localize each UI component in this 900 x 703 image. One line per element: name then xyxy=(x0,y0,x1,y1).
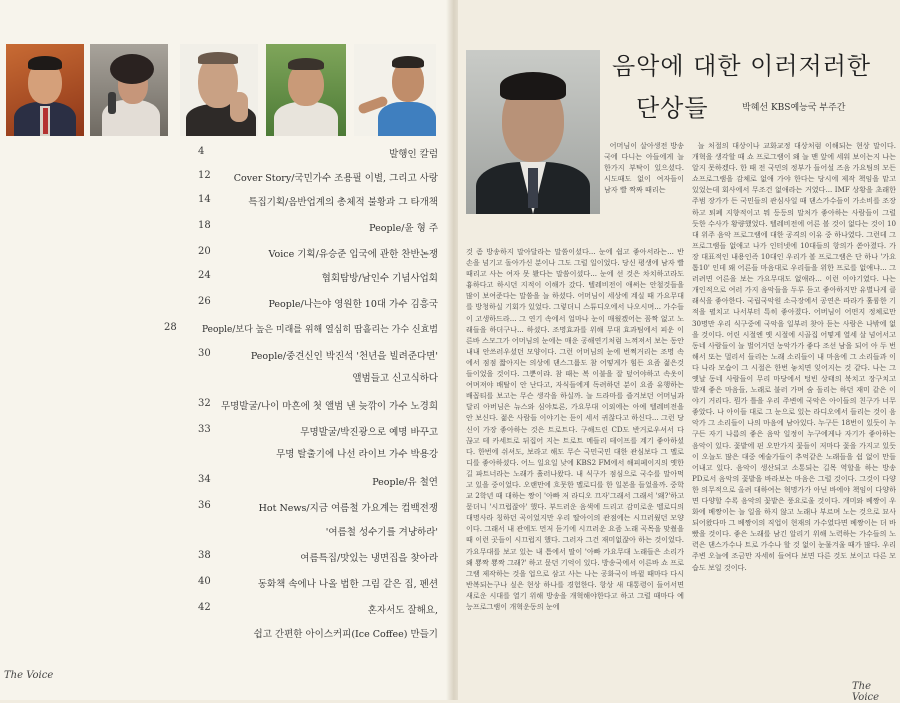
toc-row[interactable]: 20 Voice 기획/유승준 입국에 관한 찬반논쟁 xyxy=(198,246,438,260)
footer-right: The Voice xyxy=(852,681,880,703)
contents-photo-2 xyxy=(90,44,168,136)
toc-row[interactable]: 34 People/유 철연 xyxy=(198,474,438,488)
toc-title: '여름철 성수기를 겨냥하라' xyxy=(325,527,438,538)
article-column-2: 늘 처절의 대상이나 교화교정 대상처럼 이해되는 현상 말이다. 개혁을 생각할 때 쇼 프로그램이 왜 늘 맨 앞에 세워 보이는지 나는 알지 못하겠다. 한 때 전 국민의 정부가 들어설 즈음 가요팀의 모든 쇼프로그램을 감체로 없애 가야 한다는 당시에 제작 책임을 맡고 있었는데 회사에서 무조건 없애라는 거였다... IMF 상황을 초래한 주범 장가가 든 국민들의 관심사일 때 댄스가수들이 가소비를 조장하고 퇴폐 지향적이고 뭐 등등의 말처가 좋아하는 사람들이 그럴 듯한 수사가 황량했었다. 텔레비전에 어른 볼 것이 없다는 것이 10대 위주 음악 프로그램에 대한 공격의 이유 중 하나였다. 그런데 그 프로그램들 없애고 나가 인터넷에 10대들의 항의가 쏟아졌다. 가장 대표적인 내용인즉 10대인 우리가 볼 프로그램은 단 하나 '가요톱10' 인데 왜 어른들 마음대로 우리들을 위한 프로를 없애냐... 그러려면 어른을 보는 가요무대도 없애라... 이런 이야기였다. 나는 개인적으로 여러 가지 음악들을 두루 듣고 좋아하지만 유별나게 클래식을 좋아한다. 국립국악원 소극장에서 공연은 따라가 훌륭한 기적을 펼치고 나서부터 특히 좋아졌다. 어버님이 어떤지 정체로만 30명만 우리 식구중에 국악을 일부러 찾아 듣는 사람은 나밖에 없을 것이다. 어린 시절엔 옛 시절에 시골집 어떻게 열세 살 넘어서고 동네 사람들이 늘 벌어거던 농악가가 좋다 조선 남을 되어 아 두 번 해서 또는 멀리서 들리는 노래 소리들이 내 마음에 그 소리들과 이다 나라 모습이 그 시절은 한번 놓치면 잊어지는 것 같다. 나는 그 옛날 동네 사람들이 무리 마당에서 텅빈 상태의 북치고 장구치고 발재 좋은 마음들, 노래로 불러 가며 숨 돌리는 하던 재미 같은 이야기 거리다. 뭔가 틀을 우리 주변에 국악은 아이들의 친구가 너무 좋았다. 나 아이들 대로 그 눈으로 있는 라디오에서 들리는 것이 음악가 그 소리들이 나의 마음에 남아있다. 누구든 18번이 있듯이 누구든 자기 나름의 좋은 음악 일정이 누구에게나 자기가 좋아하는 음악이 있다. 꽃밭에 핀 오만가지 꽃들이 저마다 꽃을 가지고 있듯이 오늘도 많은 대중 예술가들이 추억같은 노래들을 쉼 없이 만들어내고 있다. 음악이 생산되고 소통되는 길목 역할을 하는 방송 PD로서 음악의 꽃밭을 바라보는 마음은 그럴 것이다. 그것이 다양한 의무적으로 올려 대하여는 혁명가가 아닌 바에야 책임이 다양하면 다양할 수록 음악의 꽃밭은 풍요로울 것이다. 개미와 베짱이 우화에 베짱이는 늘 일을 하지 않고 노래나 부르며 노는 것으로 묘사되어왔다마 그 베짱이의 직업이 현재의 가수였다면 베짱이는 더 바빴을 것이다. 좋은 노래를 남긴 알리기 위해 노력하는 가수들의 노력은 댄스가수나 트로 가수나 할 것 없이 눈물겨울 때가 많다. 우리 주변 오늘에 조금만 자세히 들여다 보면 다른 것도 보이고 다른 모습도 보일 것이다. xyxy=(692,141,896,572)
toc-row[interactable]: 30 People/중견신인 박진석 '천년을 빌려준다면' xyxy=(198,348,438,362)
toc-row[interactable]: 12 Cover Story/국민가수 조용필 이별, 그리고 사랑 xyxy=(198,170,438,184)
article-lead-text: 어머님이 살아생전 방송국에 다니는 아들에게 늘 한가지 부탁이 있으셨다. 시도때도 없이 여자들이 남자 빨 짝짜 때리는 xyxy=(604,141,684,195)
toc-row[interactable]: 26 People/나는야 영원한 10대 가수 김흥국 xyxy=(198,296,438,310)
article-title-line1: 음악에 대한 이러저러한 xyxy=(612,52,872,80)
toc-title: People/중견신인 박진석 '천년을 빌려준다면' xyxy=(250,351,438,362)
toc-row[interactable]: 38 여름특집/맛있는 냉면집을 찾아라 xyxy=(198,550,438,564)
toc-title: 무명발굴/나이 마흔에 첫 앨범 낸 늦깎이 가수 노경희 xyxy=(220,401,438,412)
toc-row[interactable]: 33 무명발굴/박진광으로 예명 바꾸고 xyxy=(198,424,438,438)
contents-photo-1 xyxy=(6,44,84,136)
toc-row[interactable] xyxy=(198,370,438,388)
toc-row[interactable]: 14 특집기획/음반업계의 총체적 불황과 그 타개책 xyxy=(198,194,438,208)
toc-row[interactable] xyxy=(198,446,438,464)
toc-row[interactable]: 24 협회탐방/남인수 기념사업회 xyxy=(198,270,438,284)
contents-photo-5 xyxy=(354,44,436,136)
toc-title: 무명 탈출기에 나선 라이브 가수 박용강 xyxy=(276,449,438,460)
toc-title: 쉽고 간편한 아이스커피(Ice Coffee) 만들기 xyxy=(253,629,438,640)
contents-photo-3 xyxy=(180,44,258,136)
toc-title: People/윤 형 주 xyxy=(369,223,438,234)
toc-row[interactable]: 32 무명발굴/나이 마흔에 첫 앨범 낸 늦깎이 가수 노경희 xyxy=(198,398,438,412)
contents-photo-4 xyxy=(266,44,346,136)
toc-title: 발행인 칼럼 xyxy=(389,149,438,160)
toc-title: 협회탐방/남인수 기념사업회 xyxy=(321,273,438,284)
toc-title: Hot News/지금 여름철 가요계는 컴백전쟁 xyxy=(258,503,438,514)
toc-title: People/나는야 영원한 10대 가수 김흥국 xyxy=(268,299,438,310)
author-portrait xyxy=(466,50,600,214)
toc-row[interactable]: 28 People/보다 높은 미래를 위해 열심히 땀흘리는 가수 신효범 xyxy=(164,322,438,335)
toc-title: 특집기획/음반업계의 총체적 불황과 그 타개책 xyxy=(248,197,438,208)
toc-title: 혼자서도 잘해요, xyxy=(367,605,438,616)
toc-title: 동화책 속에나 나올 법한 그림 같은 집, 펜션 xyxy=(257,579,438,590)
toc-title: Cover Story/국민가수 조용필 이별, 그리고 사랑 xyxy=(233,173,438,184)
article-title-line2: 단상들 xyxy=(636,94,709,122)
toc-title: 무명발굴/박진광으로 예명 바꾸고 xyxy=(300,427,438,438)
toc-row[interactable]: 4 발행인 칼럼 xyxy=(198,146,438,160)
footer-left: The Voice xyxy=(4,670,54,681)
article-column-1: 것 좀 방송하지 말아달라는 말씀이셨다... 눈에 쉽고 좋아서라는... 반 손을 넘기고 돌아가신 분이나 그도 그럴 일이었다. 당신 평생에 남자 빨 때리고 사는 여자 못 봤다는 말씀이셨다... 눈에 선 것은 차치하고라도 흉하다고 하시던 지적이 이해가 갔다. 텔레비전이 애써는 안철것들을 많이 보여준다는 말씀을 늘 하셨다. 어머님이 세상에 계실 때 가요무대를 방청하실 기회가 있었다. 그렇더니 스튜디오에서 나오시며... 가수들이 고생하드라... 그 연기 속에서 얼마나 눈이 매웠겠어는 꼼짝 없고 노래들을 하더구나... 하셨다. 조명효과를 위해 무대 효과팀에서 피운 이른바 스모그가 어머님의 눈에는 매운 공해연기처럼 느껴져서 보는 동안 내내 안쓰러우셨던 모양이다. 그런 어머님의 눈에 번쩍거리는 조명 속에서 점점 짧아지는 의상에 댄스그룹도 참 어떻게가 힘든 요즘 젊은것들이었을 것이다. 그뿐이랴. 참 때는 복 이불을 잘 덮어야하고 속옷이 여며져야 배탈이 안 난다고, 자식들에게 독려하던 분이 요즘 유행하는 배꼽티를 보고는 무슨 생각을 하실까. 늘 드라마를 즐겨보던 어머님과 달리 아버님은 뉴스와 심야토론, 가요무대 이외에는 아예 텔레비전을 안 보신다. 젊은 사람들 이야기는 듣이 세서 귀찮다고 하신다... 그런 당신이 가장 좋아하는 것은 트로트다. 구해드린 CD도 반거로우셔서 다 끊고 테 카세트로 뒤집어 지는 트로트 메들리 테이프를 계기 좋아하셨다. 한번에 쉬셔도, 보라고 해도 무슨 국민국민 대한 관심보다 그 멜로디를 좋아하셨다. 어느 일요일 낮에 KBS2 FM에서 해피페이지의 옛한 길 파트너라는 노래가 흘러나왔다. 내 식구가 점심으로 국수를 말아먹고 있을 중이었다. 오랜만에 흐뭇한 멜로디를 한 일본을 들었을까. 중학교 2학년 때 대하는 짱이 '아빠 저 라디오 끄자'그래서 그래서 '왜?'하고 묻더니 '시끄럽잖아' 했다. 부드러운 음색에 드리고 감미로운 멜로디의 대명사라 칭하던 곡이었지만 우리 딸아이의 관점에는 시끄러웠던 모양이다. 그래서 내 관에도 먼저 듣기에 시끄러운 요즘 노래 곡목을 맞췄을 때 이런 곳들이 시끄럽지 했다. 그러자 그건 재미없잖아 하는 것이었다. 가요무대를 보고 있는 내 틈에서 딸이 '아빠 가요무대 노래들은 소리가 왜 뿅짝 뿅짝 그래?' 하고 묻던 기억이 있다. 방송국에서 이른바 쇼 프로그램 제작하는 것을 업으로 삼고 사는 나는 공화국이 바뀔 때마다 다시 반복되는구나 싶은 현상 하나를 경험한다. 항상 새 대통령이 들어서면 새로운 시대를 열기 위해 방송을 개혁해야한다고 하고 그럴 때마다 예능프로그램이 개혁운동의 눈에 xyxy=(466,247,684,611)
toc-title: 앨범들고 신고식하다 xyxy=(352,373,438,384)
toc-title: 여름특집/맛있는 냉면집을 찾아라 xyxy=(300,553,438,564)
toc-title: People/유 철연 xyxy=(372,477,438,488)
toc-row[interactable] xyxy=(198,626,438,644)
toc-row[interactable]: 42 혼자서도 잘해요, xyxy=(198,602,438,616)
toc-title: Voice 기획/유승준 입국에 관한 찬반논쟁 xyxy=(268,249,438,260)
article-byline: 박혜선 KBS예능국 부주간 xyxy=(742,103,846,113)
toc-row[interactable] xyxy=(198,524,438,542)
toc-row[interactable]: 18 People/윤 형 주 xyxy=(198,220,438,234)
toc-row[interactable]: 40 동화책 속에나 나올 법한 그림 같은 집, 펜션 xyxy=(198,576,438,590)
toc-row[interactable]: 36 Hot News/지금 여름철 가요계는 컴백전쟁 xyxy=(198,500,438,514)
table-of-contents xyxy=(164,140,438,640)
toc-title: People/보다 높은 미래를 위해 열심히 땀흘리는 가수 신효범 xyxy=(202,325,438,335)
